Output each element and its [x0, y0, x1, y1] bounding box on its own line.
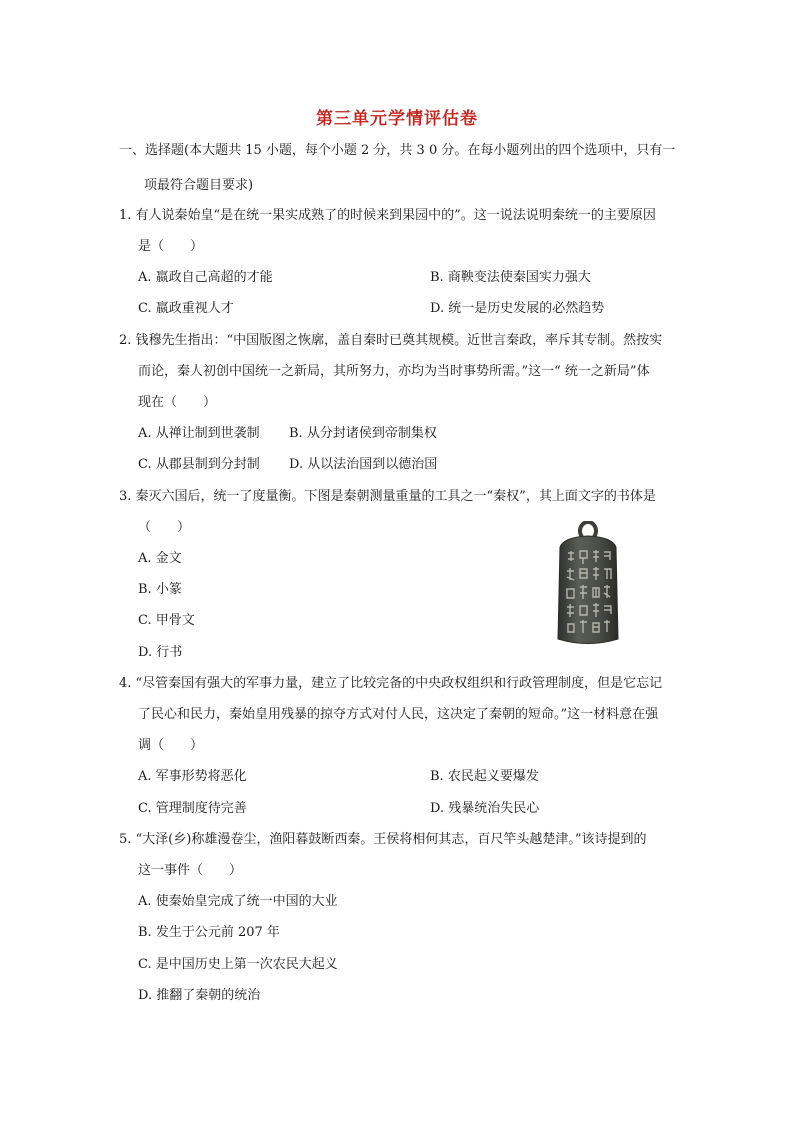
q5-option-d[interactable]: D. 推翻了秦朝的统治: [138, 988, 261, 1003]
q4-option-a[interactable]: A. 军事形势将恶化: [138, 769, 247, 784]
q1-text-line1: 1. 有人说秦始皇“是在统一果实成熟了的时候来到果园中的”。这一说法说明秦统一的主要原因: [119, 208, 656, 223]
qin-weight-illustration: [538, 521, 620, 649]
q5-option-a[interactable]: A. 使秦始皇完成了统一中国的大业: [138, 894, 338, 909]
q3-option-a[interactable]: A. 金文: [138, 551, 182, 566]
q4-option-b[interactable]: B. 农民起义要爆发: [430, 769, 539, 784]
q5-text-line2: 这一事件（ ）: [138, 863, 243, 878]
q2-text-line2: 而论，秦人初创中国统一之新局，其所努力，亦均为当时事势所需。”这一“ 统一之新局”体: [138, 364, 650, 379]
q2-option-b[interactable]: B. 从分封诸侯到帝制集权: [289, 426, 437, 441]
qin-weight-image: [538, 521, 620, 649]
q5-option-c[interactable]: C. 是中国历史上第一次农民大起义: [138, 957, 338, 972]
q4-text-line3: 调（ ）: [138, 738, 204, 753]
q2-option-c[interactable]: C. 从郡县制到分封制: [138, 457, 260, 472]
q2-text-line3: 现在（ ）: [138, 395, 217, 410]
q1-option-d[interactable]: D. 统一是历史发展的必然趋势: [430, 301, 605, 316]
q1-option-b[interactable]: B. 商鞅变法使秦国实力强大: [430, 270, 591, 285]
q2-text-line1: 2. 钱穆先生指出：“中国版图之恢廓，盖自秦时已奠其规模。近世言秦政，率斥其专制。然按实: [119, 333, 663, 348]
q2-option-a[interactable]: A. 从禅让制到世袭制: [138, 426, 260, 441]
q3-option-d[interactable]: D. 行书: [138, 645, 183, 660]
q4-text-line2: 了民心和民力，秦始皇用残暴的掠夺方式对付人民，这决定了秦朝的短命。”这一材料意在强: [138, 707, 659, 722]
q3-option-b[interactable]: B. 小篆: [138, 582, 182, 597]
q1-option-c[interactable]: C. 嬴政重视人才: [138, 301, 234, 316]
q5-text-line1: 5. “大泽(乡)称雄漫卷尘，渔阳暮鼓断西秦。王侯将相何其志，百尺竿头越楚津。”该诗提到的: [119, 832, 647, 847]
q4-text-line1: 4. “尽管秦国有强大的军事力量，建立了比较完备的中央政权组织和行政管理制度，但是它忘记: [119, 676, 663, 691]
section-instruction-line1: 一、选择题(本大题共 15 小题，每个小题 2 分，共 3 0 分。在每小题列出的四个选项中，只有一: [119, 143, 676, 158]
q3-text-line1: 3. 秦灭六国后，统一了度量衡。下图是秦朝测量重量的工具之一“秦权”，其上面文字的书体是: [119, 489, 656, 504]
q1-option-a[interactable]: A. 嬴政自己高超的才能: [138, 270, 273, 285]
q3-option-c[interactable]: C. 甲骨文: [138, 613, 195, 628]
q1-text-line2: 是（ ）: [138, 239, 204, 254]
q2-option-d[interactable]: D. 从以法治国到以德治国: [289, 457, 438, 472]
section-instruction-line2: 项最符合题目要求): [144, 178, 254, 193]
q4-option-d[interactable]: D. 残暴统治失民心: [430, 801, 540, 816]
q3-text-line2: （ ）: [138, 520, 191, 535]
q5-option-b[interactable]: B. 发生于公元前 207 年: [138, 925, 280, 940]
page-title: 第三单元学情评估卷: [316, 109, 478, 129]
q4-option-c[interactable]: C. 管理制度待完善: [138, 801, 247, 816]
